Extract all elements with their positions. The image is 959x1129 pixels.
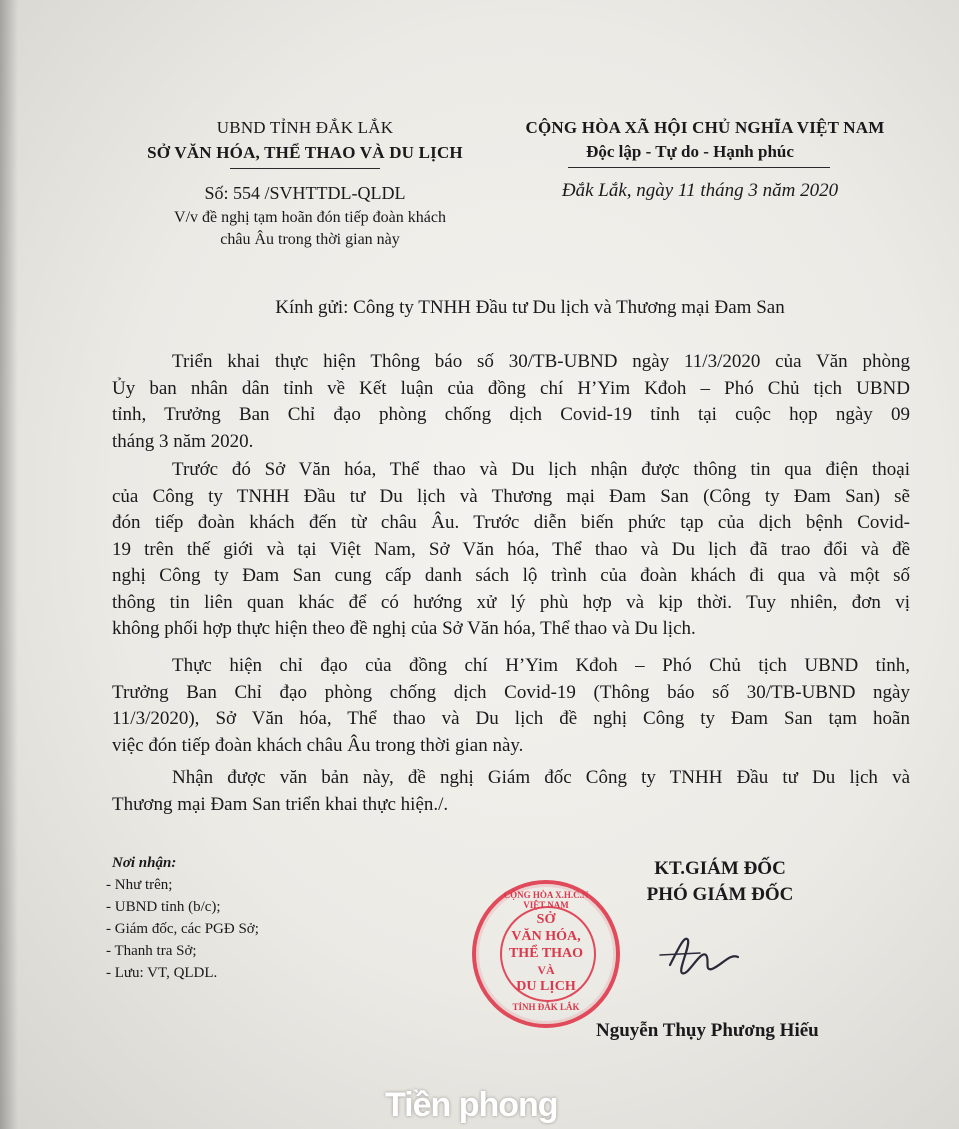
- paragraph-line: Ủy ban nhân dân tỉnh về Kết luận của đồng chí H’Yim Kđoh – Phó Chủ tịch UBND: [112, 377, 910, 399]
- recipients-title: Nơi nhận:: [112, 855, 177, 871]
- paragraph-line: tháng 3 năm 2020.: [112, 430, 254, 452]
- paragraph-line: Triển khai thực hiện Thông báo số 30/TB-UBND ngày 11/3/2020 của Văn phòng: [172, 351, 910, 372]
- signature-subtitle: PHÓ GIÁM ĐỐC: [646, 884, 794, 905]
- stamp-text: VÀ: [537, 963, 555, 977]
- paragraph-line: Nhận được văn bản này, đề nghị Giám đốc Công ty TNHH Đầu tư Du lịch và: [172, 767, 910, 788]
- stamp-ring-text: CỘNG HÒA X.H.C.N VIỆT NAM: [503, 890, 589, 910]
- department-name: SỞ VĂN HÓA, THỂ THAO VÀ DU LỊCH: [147, 143, 463, 162]
- official-stamp: [472, 880, 620, 1028]
- authority-name: UBND TỈNH ĐẮK LẮK: [216, 118, 394, 137]
- paragraph-line: Thực hiện chỉ đạo của đồng chí H’Yim Kđoh – Phó Chủ tịch UBND tỉnh,: [172, 655, 910, 676]
- place-and-date: Đắk Lắk, ngày 11 tháng 3 năm 2020: [561, 180, 839, 201]
- page-edge-shadow: [0, 0, 18, 1129]
- body-paragraph: [112, 765, 910, 818]
- recipient-item: - Thanh tra Sở;: [106, 943, 197, 959]
- motto-underline: [568, 167, 830, 168]
- paragraph-line: đón tiếp đoàn khách đến từ châu Âu. Trước diễn biến phức tạp của dịch bệnh Covid-: [112, 512, 910, 533]
- stamp-text: THỂ THAO: [508, 946, 584, 961]
- stamp-text: DU LỊCH: [516, 979, 576, 994]
- stamp-ring-text: TỈNH ĐẮK LẮK: [512, 1002, 580, 1012]
- recipient-item: - UBND tỉnh (b/c);: [106, 899, 221, 915]
- recipient-item: - Giám đốc, các PGĐ Sở;: [106, 921, 259, 937]
- subject-line: châu Âu trong thời gian này: [220, 231, 400, 248]
- body-paragraph: [112, 653, 910, 759]
- handwritten-signature: [640, 925, 760, 985]
- department-underline: [230, 168, 380, 169]
- paragraph-line: không phối hợp thực hiện theo đề nghị của Sở Văn hóa, Thể thao và Du lịch.: [112, 618, 696, 639]
- paragraph-line: của Công ty TNHH Đầu tư Du lịch và Thương mại Đam San (Công ty Đam San) sẽ: [112, 485, 910, 507]
- paragraph-line: 11/3/2020), Sở Văn hóa, Thể thao và Du lịch đề nghị Công ty Đam San tạm hoãn: [112, 708, 910, 729]
- body-paragraph: [112, 349, 910, 455]
- signature-title: KT.GIÁM ĐỐC: [654, 858, 786, 879]
- recipient-item: - Như trên;: [106, 877, 173, 893]
- signer-name: Nguyễn Thụy Phương Hiếu: [596, 1020, 819, 1041]
- paragraph-line: Trưởng Ban Chỉ đạo phòng chống dịch Covid-19 (Thông báo số 30/TB-UBND ngày: [112, 681, 910, 703]
- paragraph-line: thông tin liên quan khác để có hướng xử lý phù hợp và kịp thời. Tuy nhiên, đơn vị: [112, 591, 910, 613]
- body-paragraph: [112, 457, 910, 643]
- publisher-watermark: Tiền phong: [385, 1086, 558, 1124]
- subject-line: V/v đề nghị tạm hoãn đón tiếp đoàn khách: [174, 209, 446, 226]
- paragraph-line: tỉnh, Trưởng Ban Chỉ đạo phòng chống dịch Covid-19 tỉnh tại cuộc họp ngày 09: [112, 404, 910, 425]
- paragraph-line: Trước đó Sở Văn hóa, Thể thao và Du lịch nhận được thông tin qua điện thoại: [172, 459, 910, 480]
- nation-title: CỘNG HÒA XÃ HỘI CHỦ NGHĨA VIỆT NAM: [525, 118, 885, 137]
- document-number: Số: 554 /SVHTTDL-QLDL: [204, 183, 406, 203]
- paragraph-line: Thương mại Đam San triển khai thực hiện./.: [112, 793, 449, 815]
- addressee-line: Kính gửi: Công ty TNHH Đầu tư Du lịch và Thương mại Đam San: [275, 297, 785, 318]
- stamp-text: VĂN HÓA,: [511, 929, 581, 944]
- paragraph-line: nghị Công ty Đam San cung cấp danh sách lộ trình của đoàn khách đi qua và một số: [112, 565, 910, 586]
- national-motto: Độc lập - Tự do - Hạnh phúc: [586, 142, 794, 161]
- paragraph-line: việc đón tiếp đoàn khách châu Âu trong thời gian này.: [112, 734, 524, 756]
- stamp-text: SỞ: [536, 912, 556, 927]
- recipient-item: - Lưu: VT, QLDL.: [106, 965, 218, 981]
- paragraph-line: 19 trên thế giới và tại Việt Nam, Sở Văn hóa, Thể thao và Du lịch đã trao đổi và đề: [112, 538, 910, 560]
